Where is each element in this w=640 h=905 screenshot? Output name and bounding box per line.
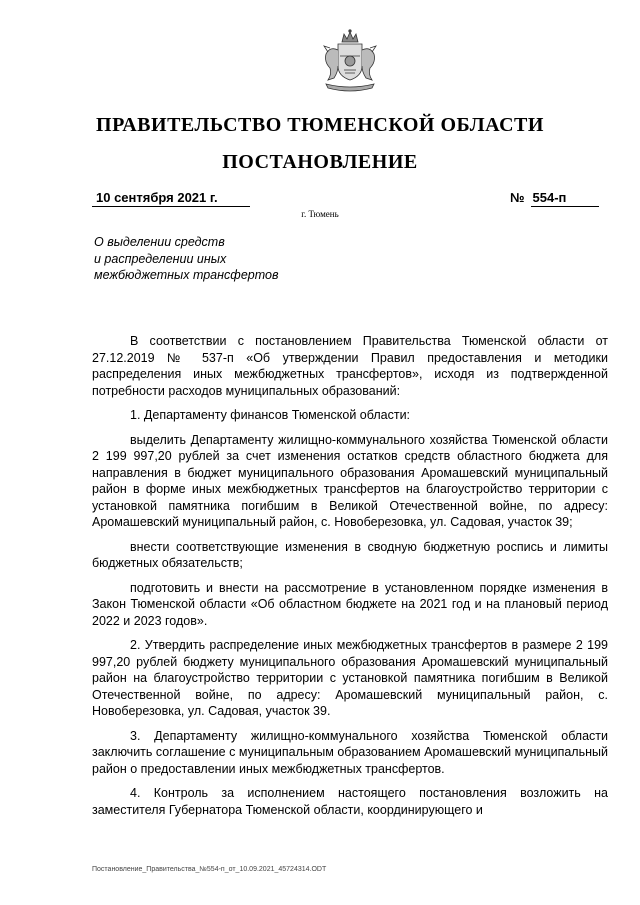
city-label: г. Тюмень (301, 209, 339, 219)
document-body (92, 333, 608, 826)
document-type: ПОСТАНОВЛЕНИЕ (222, 151, 418, 173)
number-value: 554-п (531, 190, 599, 207)
subject-line: и распределении иных (94, 251, 227, 266)
paragraph-3: 3. Департаменту жилищно-коммунального хозяйства Тюменской области заключить соглашение с муниципальным образованием Аромашевский муниципальный район о предоставлении иных межбюджетных трансфертов. (92, 728, 608, 776)
paragraph-1c: подготовить и внести на рассмотрение в установленном порядке изменения в Закон Тюменской области «Об областном бюджете на 2021 год и на плановый период 2022 и 2023 годов». (92, 580, 608, 628)
paragraph-4: 4. Контроль за исполнением настоящего постановления возложить на заместителя Губернатора Тюменской области, координирующего и (92, 786, 608, 817)
paragraph-1a: выделить Департаменту жилищно-коммунального хозяйства Тюменской области 2 199 997,20 рублей за счет изменения остатков средств областного бюджета для направления в бюджет муниципального образования Аромашевский муниципальный район в форме иных межбюджетных трансфертов на благоустройство территории с установкой памятника погибшим в Великой Отечественной войне, по адресу: Аромашевский муниципальный район, с. Новоберезовка, ул. Садовая, участок 39; (92, 432, 608, 529)
subject-line: межбюджетных трансфертов (94, 268, 279, 282)
paragraph-1: 1. Департаменту финансов Тюменской области: (130, 408, 411, 422)
government-name: ПРАВИТЕЛЬСТВО ТЮМЕНСКОЙ ОБЛАСТИ (96, 114, 544, 136)
paragraph-intro: В соответствии с постановлением Правительства Тюменской области от 27.12.2019 № 537-п «Об утверждении Правил предоставления и методики распределения иных межбюджетных трансфертов», исходя из подтвержденной потребности расходов муниципальных образований: (92, 334, 608, 398)
paragraph-2: 2. Утвердить распределение иных межбюджетных трансфертов в размере 2 199 997,20 рублей бюджету муниципального образования Аромашевский муниципальный район на благоустройство территории с установкой памятника погибшим в Великой Отечественной войне, по адресу: Аромашевский муниципальный район, с. Новоберезовка, ул. Садовая, участок 39. (92, 638, 608, 718)
document-number (510, 190, 599, 207)
number-sign: № (510, 190, 525, 205)
subject-line: О выделении средств (94, 235, 225, 249)
footer-filename: Постановление_Правительства_№554-п_от_10.09.2021_45724314.ODT (92, 866, 327, 873)
document-subject (94, 234, 354, 284)
tyumen-coat-of-arms-icon (308, 28, 392, 96)
paragraph-1b: внести соответствующие изменения в сводную бюджетную роспись и лимиты бюджетных обязательств; (92, 539, 608, 570)
document-date: 10 сентября 2021 г. (92, 190, 250, 207)
